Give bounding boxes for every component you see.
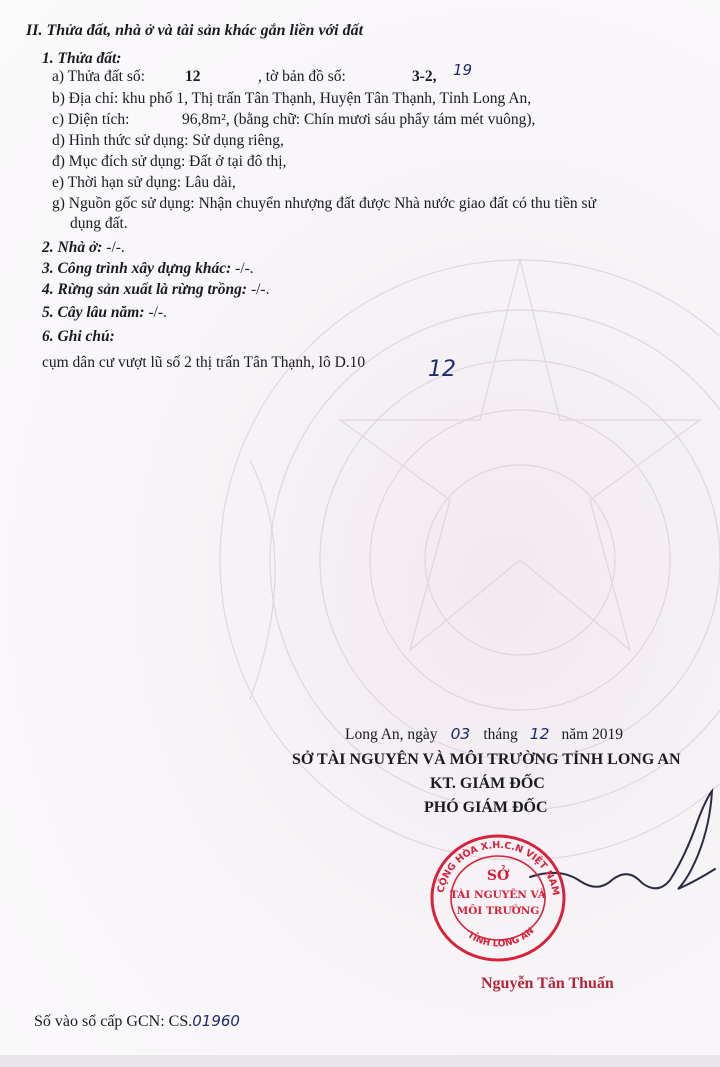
seal-outer-text: CỘNG HÒA X.H.C.N VIỆT NAM (435, 839, 561, 897)
date-day: 03 (450, 725, 471, 743)
land-origin-line2: dụng đất. (70, 215, 128, 232)
house-value: -/-. (106, 239, 125, 256)
section-title: II. Thửa đất, nhà ở và tài sản khác gắn liền với đất (26, 22, 364, 39)
land-area-label: c) Diện tích: (52, 111, 130, 128)
forest-row (42, 280, 269, 300)
seal-center-line3: MÔI TRƯỜNG (456, 905, 540, 917)
date-year: năm 2019 (561, 726, 624, 743)
land-usage-purpose: đ) Mục đích sử dụng: Đất ở tại đô thị, (52, 153, 287, 170)
date-month-label: tháng (483, 726, 518, 743)
land-map-number: 3-2, (412, 68, 437, 85)
construction-value: -/-. (235, 260, 254, 277)
land-origin-line1: g) Nguồn gốc sử dụng: Nhận chuyển nhượng đất được Nhà nước giao đất có thu tiền sử (52, 195, 596, 212)
seal-center-line1: SỞ (486, 868, 510, 884)
forest-value: -/-. (250, 281, 270, 298)
house-row (42, 238, 125, 258)
house-label: 2. Nhà ở: (42, 239, 103, 256)
page-bottom-edge (0, 1055, 720, 1067)
date-month: 12 (529, 725, 550, 743)
official-seal (425, 830, 570, 965)
land-map-handwritten-note: 19 (453, 61, 473, 79)
construction-label: 3. Công trình xây dựng khác: (42, 260, 232, 277)
construction-row (42, 259, 254, 279)
land-parcel-number: 12 (185, 68, 201, 85)
land-parcel-label: a) Thửa đất số: (52, 68, 145, 85)
notes-text: cụm dân cư vượt lũ số 2 thị trấn Tân Thạnh, lô D.10 (42, 354, 366, 371)
land-address: b) Địa chỉ: khu phố 1, Thị trấn Tân Thạnh, Huyện Tân Thạnh, Tỉnh Long An, (52, 90, 532, 107)
signer-title: PHÓ GIÁM ĐỐC (424, 799, 548, 816)
seal-center-line2: TÀI NGUYÊN VÀ (450, 889, 546, 901)
land-usage-term: e) Thời hạn sử dụng: Lâu dài, (52, 174, 236, 191)
gcn-register-row (34, 1011, 240, 1032)
date-prefix: Long An, ngày (345, 726, 438, 743)
gcn-label: Số vào sổ cấp GCN: CS. (34, 1013, 193, 1030)
forest-label: 4. Rừng sản xuất là rừng trồng: (42, 281, 248, 298)
gcn-number: 01960 (192, 1012, 240, 1030)
notes-label: 6. Ghi chú: (42, 328, 115, 345)
land-heading: 1. Thửa đất: (42, 50, 122, 67)
signer-authority: KT. GIÁM ĐỐC (430, 775, 545, 792)
notes-handwritten-mark: 12 (428, 357, 456, 382)
agency-name: SỞ TÀI NGUYÊN VÀ MÔI TRƯỜNG TỈNH LONG AN (292, 751, 681, 768)
seal-bottom-text: TỈNH LONG AN (465, 926, 537, 950)
perennial-row (42, 303, 167, 323)
land-area-value: 96,8m², (bằng chữ: Chín mươi sáu phẩy tám mét vuông), (182, 111, 536, 128)
signature-date (345, 724, 623, 745)
perennial-label: 5. Cây lâu năm: (42, 304, 145, 321)
signer-name: Nguyễn Tân Thuấn (481, 975, 614, 992)
land-map-label: , tờ bản đồ số: (258, 68, 346, 85)
land-usage-form: d) Hình thức sử dụng: Sử dụng riêng, (52, 132, 284, 149)
perennial-value: -/-. (148, 304, 167, 321)
